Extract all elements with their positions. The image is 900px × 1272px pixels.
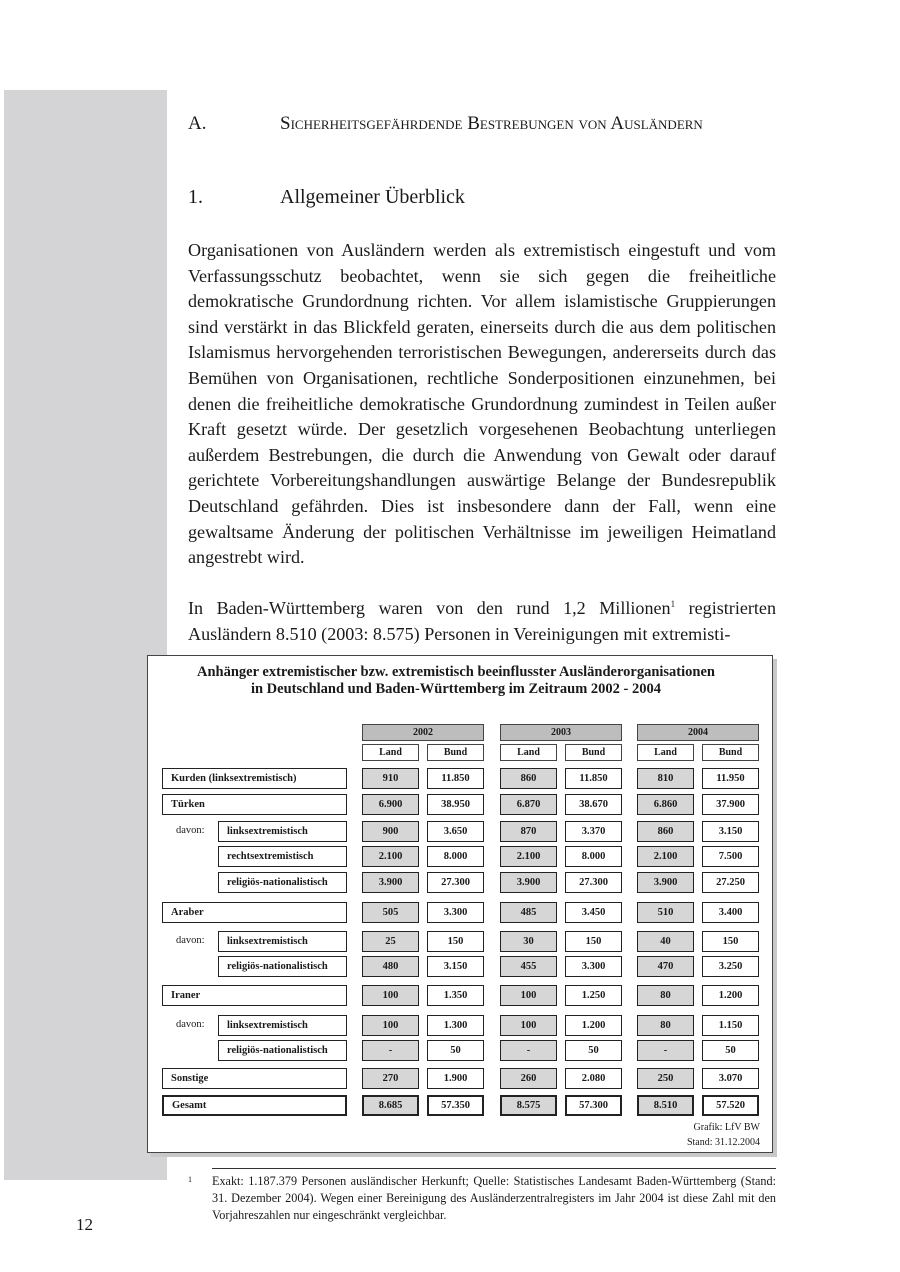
bund-value-cell: 50: [565, 1040, 622, 1061]
land-value-cell: 2.100: [500, 846, 557, 867]
land-value-cell: 25: [362, 931, 419, 952]
table-title-line-1: Anhänger extremistischer bzw. extremistisch beeinflusster Ausländerorganisationen: [197, 664, 715, 680]
row-label: linksextremistisch: [218, 821, 347, 842]
bund-value-cell: 1.150: [702, 1015, 759, 1036]
land-value-cell: 100: [500, 1015, 557, 1036]
bund-value-cell: 1.200: [565, 1015, 622, 1036]
land-value-cell: 270: [362, 1068, 419, 1089]
bund-value-cell: 11.850: [427, 768, 484, 789]
land-value-cell: 470: [637, 956, 694, 977]
land-value-cell: 6.860: [637, 794, 694, 815]
bund-value-cell: 1.250: [565, 985, 622, 1006]
land-header: Land: [362, 744, 419, 761]
table-source: Grafik: LfV BW: [693, 1122, 760, 1133]
land-value-cell: 455: [500, 956, 557, 977]
row-label: Türken: [162, 794, 347, 815]
land-value-cell: 250: [637, 1068, 694, 1089]
row-label: Kurden (linksextremistisch): [162, 768, 347, 789]
land-value-cell: 870: [500, 821, 557, 842]
land-value-cell: 510: [637, 902, 694, 923]
bund-value-cell: 2.080: [565, 1068, 622, 1089]
sidebar-gray-band: [4, 90, 167, 1180]
table-date: Stand: 31.12.2004: [686, 1137, 760, 1148]
bund-value-cell: 3.250: [702, 956, 759, 977]
land-value-cell: 6.870: [500, 794, 557, 815]
para2-before: In Baden-Württemberg waren von den rund 1,2 Millionen: [188, 598, 671, 618]
land-value-cell: 100: [362, 1015, 419, 1036]
land-value-cell: -: [500, 1040, 557, 1061]
land-value-cell: 480: [362, 956, 419, 977]
bund-value-cell: 11.950: [702, 768, 759, 789]
year-header: 2004: [637, 724, 759, 741]
subsection-number: 1.: [188, 186, 203, 208]
row-label: linksextremistisch: [218, 1015, 347, 1036]
land-value-cell: 860: [500, 768, 557, 789]
year-header: 2003: [500, 724, 622, 741]
land-value-cell: 6.900: [362, 794, 419, 815]
bund-value-cell: 50: [702, 1040, 759, 1061]
bund-value-cell: 57.520: [702, 1095, 759, 1116]
bund-value-cell: 8.000: [565, 846, 622, 867]
land-value-cell: 100: [500, 985, 557, 1006]
land-value-cell: 860: [637, 821, 694, 842]
land-value-cell: 260: [500, 1068, 557, 1089]
land-value-cell: 80: [637, 1015, 694, 1036]
land-value-cell: 80: [637, 985, 694, 1006]
bund-value-cell: 27.300: [427, 872, 484, 893]
bund-value-cell: 27.250: [702, 872, 759, 893]
bund-value-cell: 3.300: [565, 956, 622, 977]
davon-label: davon:: [176, 825, 205, 836]
bund-value-cell: 38.670: [565, 794, 622, 815]
bund-value-cell: 1.300: [427, 1015, 484, 1036]
land-value-cell: 8.575: [500, 1095, 557, 1116]
bund-value-cell: 3.370: [565, 821, 622, 842]
table-title-line-2: in Deutschland und Baden-Württemberg im Zeitraum 2002 - 2004: [250, 681, 662, 697]
row-label: Iraner: [162, 985, 347, 1006]
land-value-cell: 2.100: [362, 846, 419, 867]
section-title: Sicherheitsgefährdende Bestrebungen von Ausländern: [280, 113, 703, 134]
body-paragraph-1: Organisationen von Ausländern werden als extremistisch eingestuft und vom Verfassungsschutz beobachtet, wenn sie sich gegen die freiheitliche demokratische Grundordnung richten. Vor allem islamistische Gruppierungen sind verstärkt in das Blickfeld geraten, einerseits durch die aus dem politischen Islamismus hervorgehenden terroristischen Bewegungen, andererseits durch das Bemühen von Organisationen, rechtliche Sonderpositionen einzunehmen, bei denen die freiheitliche demokratische Grundordnung zumindest in Teilen außer Kraft gesetzt würde. Der gesetzlich vorgesehenen Beobachtung unterliegen außerdem Bestrebungen, die durch die Anwendung von Gewalt oder darauf gerichtete Vorbereitungshandlungen auswärtige Belange der Bundesrepublik Deutschland gefährden. Dies ist insbesondere dann der Fall, wenn eine gewaltsame Änderung der politischen Verhältnisse im jeweiligen Heimatland angestrebt wird.: [188, 240, 776, 568]
bund-value-cell: 150: [702, 931, 759, 952]
land-value-cell: -: [637, 1040, 694, 1061]
land-value-cell: 810: [637, 768, 694, 789]
bund-value-cell: 150: [427, 931, 484, 952]
bund-value-cell: 50: [427, 1040, 484, 1061]
bund-value-cell: 3.150: [427, 956, 484, 977]
bund-value-cell: 57.350: [427, 1095, 484, 1116]
subsection-title: Allgemeiner Überblick: [280, 186, 465, 208]
bund-value-cell: 37.900: [702, 794, 759, 815]
land-value-cell: 3.900: [500, 872, 557, 893]
land-value-cell: 900: [362, 821, 419, 842]
bund-value-cell: 3.650: [427, 821, 484, 842]
bund-value-cell: 8.000: [427, 846, 484, 867]
bund-value-cell: 57.300: [565, 1095, 622, 1116]
statistics-table: [147, 655, 773, 1153]
year-header: 2002: [362, 724, 484, 741]
land-value-cell: 3.900: [637, 872, 694, 893]
page-number: 12: [76, 1215, 93, 1234]
row-label: religiös-nationalistisch: [218, 872, 347, 893]
row-label: Gesamt: [162, 1095, 347, 1116]
bund-value-cell: 3.070: [702, 1068, 759, 1089]
land-value-cell: 100: [362, 985, 419, 1006]
table-title: [148, 664, 764, 698]
bund-value-cell: 11.850: [565, 768, 622, 789]
land-value-cell: 910: [362, 768, 419, 789]
bund-value-cell: 1.900: [427, 1068, 484, 1089]
land-value-cell: 3.900: [362, 872, 419, 893]
section-number: A.: [188, 113, 207, 134]
bund-value-cell: 3.400: [702, 902, 759, 923]
bund-value-cell: 7.500: [702, 846, 759, 867]
bund-value-cell: 3.150: [702, 821, 759, 842]
row-label: Sonstige: [162, 1068, 347, 1089]
footnote-text: Exakt: 1.187.379 Personen ausländischer Herkunft; Quelle: Statistisches Landesamt Baden-Württemberg (Stand: 31. Dezember 2004). Wegen einer Bereinigung des Ausländerzentralregisters im Jahr 2004 ist diese Zahl mit den Vorjahreszahlen nur eingeschränkt vergleichbar.: [212, 1174, 776, 1222]
land-value-cell: 8.685: [362, 1095, 419, 1116]
row-label: religiös-nationalistisch: [218, 956, 347, 977]
footnote-number: 1: [188, 1175, 192, 1184]
land-value-cell: 485: [500, 902, 557, 923]
bund-value-cell: 3.450: [565, 902, 622, 923]
land-header: Land: [500, 744, 557, 761]
bund-value-cell: 27.300: [565, 872, 622, 893]
land-value-cell: 8.510: [637, 1095, 694, 1116]
footnote-reference[interactable]: 1: [670, 598, 676, 609]
row-label: religiös-nationalistisch: [218, 1040, 347, 1061]
land-value-cell: 2.100: [637, 846, 694, 867]
bund-header: Bund: [427, 744, 484, 761]
land-value-cell: -: [362, 1040, 419, 1061]
footnote-divider: [212, 1168, 776, 1169]
land-header: Land: [637, 744, 694, 761]
bund-value-cell: 1.200: [702, 985, 759, 1006]
land-value-cell: 505: [362, 902, 419, 923]
bund-value-cell: 1.350: [427, 985, 484, 1006]
row-label: Araber: [162, 902, 347, 923]
bund-value-cell: 38.950: [427, 794, 484, 815]
bund-header: Bund: [565, 744, 622, 761]
bund-value-cell: 150: [565, 931, 622, 952]
row-label: linksextremistisch: [218, 931, 347, 952]
row-label: rechtsextremistisch: [218, 846, 347, 867]
land-value-cell: 30: [500, 931, 557, 952]
bund-value-cell: 3.300: [427, 902, 484, 923]
para2-after: registrierten Ausländern 8.510 (2003: 8.575) Personen in Vereinigungen mit extremisti-: [188, 598, 777, 644]
bund-header: Bund: [702, 744, 759, 761]
land-value-cell: 40: [637, 931, 694, 952]
body-paragraph-2: [188, 596, 776, 647]
davon-label: davon:: [176, 935, 205, 946]
davon-label: davon:: [176, 1019, 205, 1030]
